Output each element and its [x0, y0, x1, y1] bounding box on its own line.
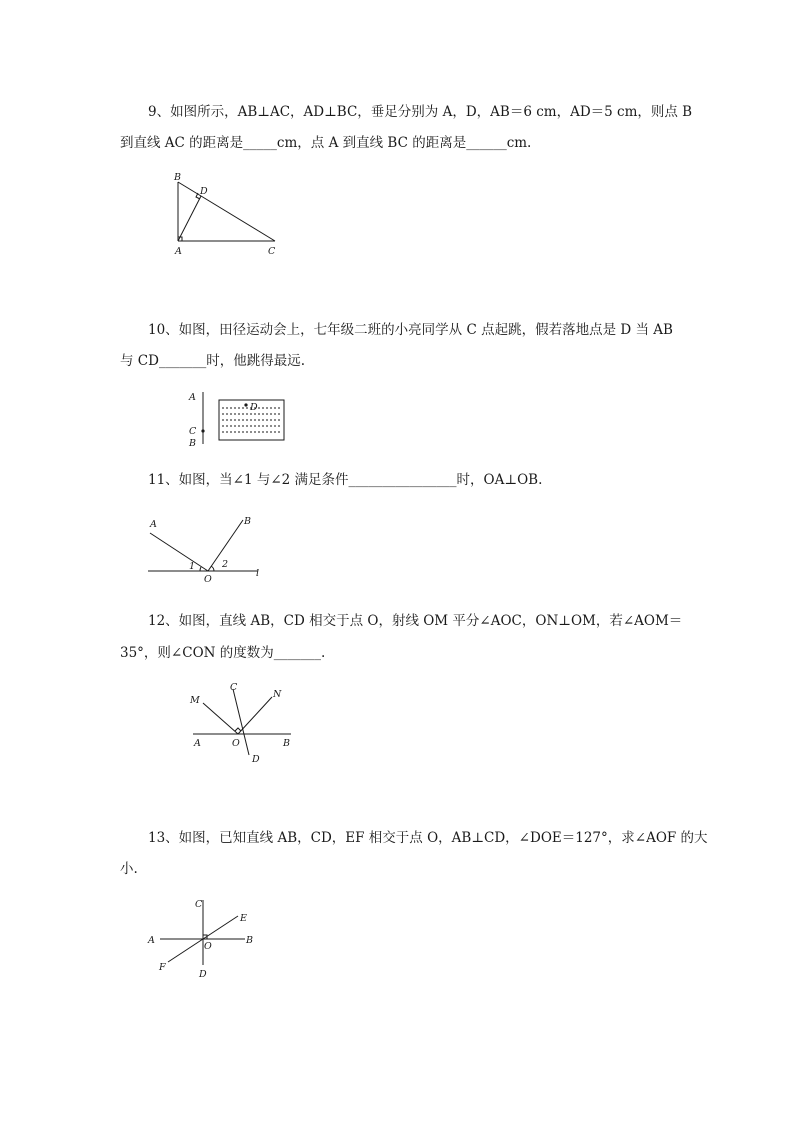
label-b: B	[283, 738, 290, 749]
figure-q11-angles	[140, 510, 270, 585]
label-d: D	[252, 754, 260, 765]
label-c: C	[189, 426, 197, 437]
question-13-line-1: 13、如图，已知直线 AB，CD，EF 相交于点 O，AB⊥CD，∠DOE＝127°，求∠AOF 的大	[148, 830, 708, 846]
right-angle-mark-o	[235, 728, 241, 731]
figure-q10-long-jump	[185, 388, 295, 450]
question-11-line-1: 11、如图，当∠1 与∠2 满足条件________________时，OA⊥OB.	[148, 472, 543, 488]
label-o: O	[204, 574, 212, 585]
label-b: B	[174, 172, 181, 183]
angle-2-arc	[211, 566, 214, 571]
label-b: B	[246, 935, 253, 946]
label-a: A	[150, 519, 157, 530]
label-d: D	[250, 402, 258, 413]
question-10-line-1: 10、如图，田径运动会上，七年级二班的小亮同学从 C 点起跳，假若落地点是 D 当 AB	[148, 322, 673, 338]
figure-q13-three-lines	[140, 893, 265, 985]
question-12-line-1: 12、如图，直线 AB，CD 相交于点 O，射线 OM 平分∠AOC，ON⊥OM，若∠AOM＝	[148, 613, 683, 629]
label-m: M	[190, 695, 200, 706]
label-c: C	[195, 899, 203, 910]
label-angle-1: 1	[189, 561, 196, 572]
label-d: D	[200, 186, 208, 197]
label-a: A	[189, 392, 196, 403]
figure-q9-triangle	[160, 168, 290, 260]
ray-om	[203, 703, 238, 734]
segment-ad	[178, 196, 201, 241]
label-b: B	[189, 438, 196, 449]
question-10-line-2: 与 CD_______时，他跳得最远.	[120, 353, 305, 369]
ray-on	[238, 697, 272, 734]
label-a: A	[148, 935, 155, 946]
label-c: C	[230, 682, 238, 693]
question-9-line-2: 到直线 AC 的距离是_____cm，点 A 到直线 BC 的距离是______cm.	[120, 135, 532, 151]
point-c	[201, 429, 204, 432]
ray-oa	[150, 533, 208, 571]
label-d: D	[199, 969, 207, 980]
question-12-line-2: 35°，则∠CON 的度数为_______.	[120, 645, 326, 661]
label-f: F	[159, 962, 166, 973]
label-angle-2: 2	[222, 559, 229, 570]
angle-1-arc	[200, 567, 201, 571]
label-o: O	[204, 941, 212, 952]
question-13-line-2: 小.	[120, 861, 138, 877]
question-9-line-1: 9、如图所示，AB⊥AC，AD⊥BC，垂足分别为 A，D，AB＝6 cm，AD＝5 cm，则点 B	[148, 104, 693, 120]
label-e: E	[240, 913, 247, 924]
label-n: N	[273, 689, 282, 700]
label-b: B	[244, 516, 251, 527]
label-a: A	[175, 246, 182, 257]
label-a: A	[194, 738, 201, 749]
label-l: l	[256, 568, 260, 579]
label-o: O	[232, 738, 240, 749]
label-c: C	[268, 246, 276, 257]
point-d	[244, 403, 247, 406]
figure-q12-intersecting-lines	[185, 680, 300, 768]
